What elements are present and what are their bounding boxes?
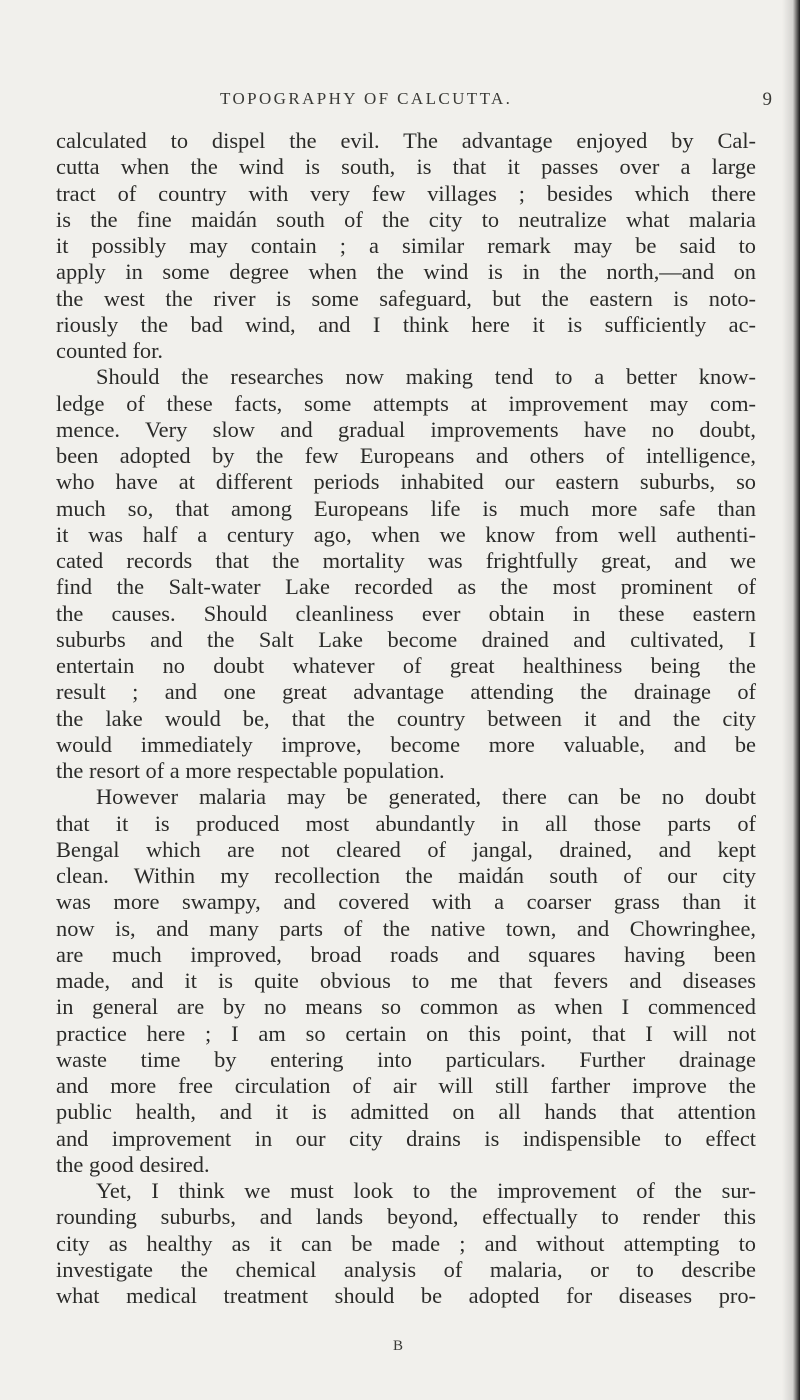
- text-line: Yet, I think we must look to the improvement of the sur-: [96, 1178, 756, 1203]
- text-line: much so, that among Europeans life is much more safe than: [56, 495, 756, 521]
- text-line: in general are by no means so common as when I commenced: [56, 994, 756, 1020]
- text-line: what medical treatment should be adopted for diseases pro-: [56, 1283, 756, 1308]
- text-line: public health, and it is admitted on all hands that attention: [56, 1099, 756, 1125]
- text-line: suburbs and the Salt Lake become drained and cultivated, I: [56, 626, 756, 652]
- text-line: the west the river is some safeguard, but the eastern is noto-: [56, 285, 756, 311]
- text-line: investigate the chemical analysis of malaria, or to describe: [56, 1256, 756, 1282]
- text-line: it possibly may contain ; a similar remark may be said to: [56, 233, 756, 258]
- text-line: waste time by entering into particulars. Further drainage: [56, 1046, 756, 1072]
- text-line: ledge of these facts, some attempts at improvement may com-: [56, 390, 756, 416]
- text-line: rounding suburbs, and lands beyond, effectually to render this: [56, 1204, 756, 1230]
- text-line: was more swampy, and covered with a coarser grass than it: [56, 889, 756, 915]
- text-line: would immediately improve, become more valuable, and be: [56, 731, 756, 757]
- text-line: that it is produced most abundantly in all those parts of: [56, 810, 756, 836]
- page-number: 9: [762, 89, 772, 110]
- text-line: riously the bad wind, and I think here it is sufficiently ac-: [56, 311, 756, 337]
- text-line: been adopted by the few Europeans and others of intelligence,: [56, 443, 756, 468]
- text-line: counted for.: [56, 338, 163, 363]
- text-line: cutta when the wind is south, is that it passes over a large: [56, 154, 756, 180]
- running-head: [60, 89, 772, 115]
- text-line: mence. Very slow and gradual improvements have no doubt,: [56, 416, 756, 442]
- text-line: made, and it is quite obvious to me that fevers and diseases: [56, 968, 756, 993]
- text-line: entertain no doubt whatever of great healthiness being the: [56, 653, 756, 678]
- text-line: find the Salt-water Lake recorded as the most prominent of: [56, 574, 756, 600]
- text-line: who have at different periods inhabited our eastern suburbs, so: [56, 469, 756, 495]
- page-edge-shadow: [782, 0, 800, 1400]
- text-line: the causes. Should cleanliness ever obtain in these eastern: [56, 600, 756, 626]
- body-text: [56, 128, 756, 1309]
- text-line: result ; and one great advantage attending the drainage of: [56, 679, 756, 705]
- running-title: TOPOGRAPHY OF CALCUTTA.: [220, 89, 513, 108]
- text-line: the lake would be, that the country between it and the city: [56, 705, 756, 731]
- text-line: the resort of a more respectable population.: [56, 758, 445, 783]
- text-line: is the fine maidán south of the city to neutralize what malaria: [56, 206, 756, 232]
- signature-mark: B: [393, 1338, 404, 1354]
- text-line: clean. Within my recollection the maidán south of our city: [56, 863, 756, 888]
- text-line: and improvement in our city drains is indispensible to effect: [56, 1125, 756, 1151]
- text-line: apply in some degree when the wind is in the north,—and on: [56, 259, 756, 285]
- text-line: and more free circulation of air will still farther improve the: [56, 1073, 756, 1098]
- text-line: the good desired.: [56, 1151, 210, 1177]
- text-line: tract of country with very few villages ; besides which there: [56, 180, 756, 206]
- text-line: Should the researches now making tend to a better know-: [96, 364, 756, 390]
- text-line: now is, and many parts of the native town, and Chowringhee,: [56, 915, 756, 941]
- text-line: Bengal which are not cleared of jangal, drained, and kept: [56, 836, 756, 862]
- text-line: cated records that the mortality was frightfully great, and we: [56, 548, 756, 573]
- text-line: calculated to dispel the evil. The advantage enjoyed by Cal-: [56, 128, 756, 153]
- text-line: practice here ; I am so certain on this point, that I will not: [56, 1020, 756, 1046]
- text-line: it was half a century ago, when we know from well authenti-: [56, 521, 756, 547]
- text-line: city as healthy as it can be made ; and without attempting to: [56, 1230, 756, 1256]
- text-line: are much improved, broad roads and squares having been: [56, 941, 756, 967]
- text-line: However malaria may be generated, there can be no doubt: [96, 784, 756, 810]
